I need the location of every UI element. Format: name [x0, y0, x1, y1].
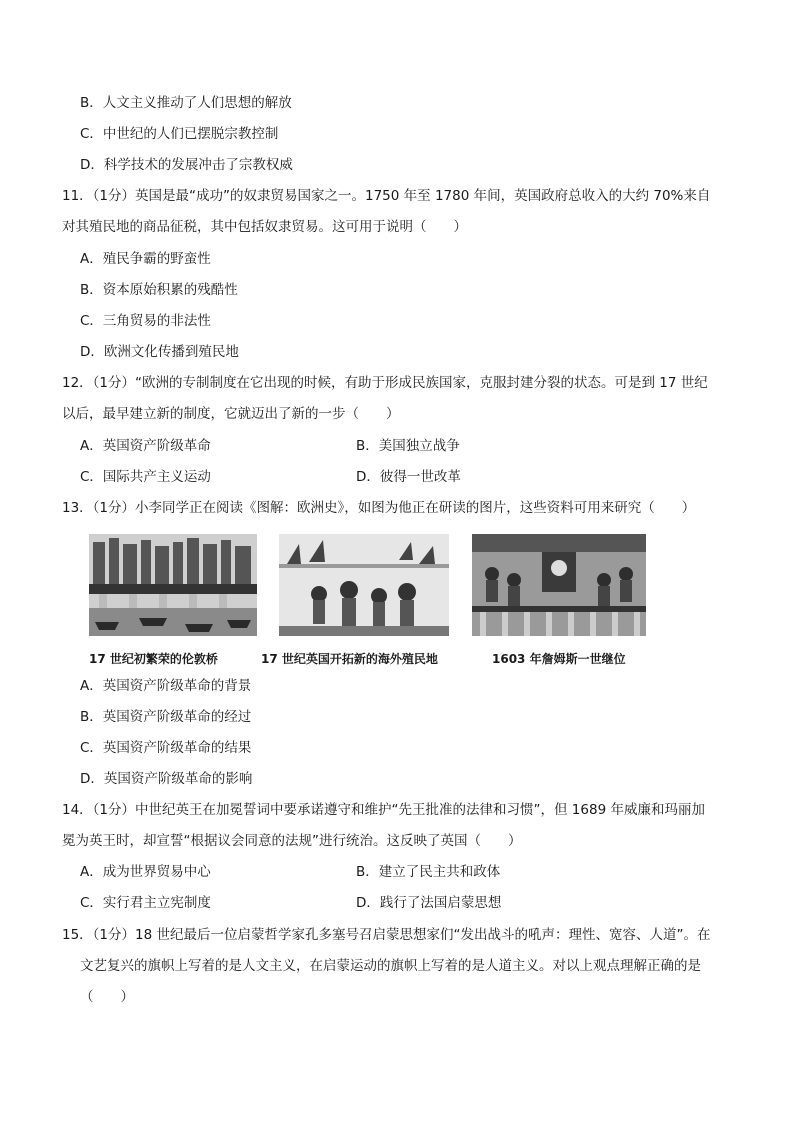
q11-option-b: B．资本原始积累的残酷性: [80, 282, 238, 298]
q12-option-d: D．彼得一世改革: [356, 469, 461, 485]
q14-option-d: D．践行了法国启蒙思想: [356, 895, 502, 911]
q15-stem-line3: （ ）: [80, 989, 134, 1005]
colonies-image: [279, 534, 449, 636]
q11-option-d: D．欧洲文化传播到殖民地: [80, 344, 239, 360]
caption-colonies: 17 世纪英国开拓新的海外殖民地: [261, 652, 438, 666]
q12-option-b: B．美国独立战争: [356, 438, 460, 454]
q13-option-b: B．英国资产阶级革命的经过: [80, 709, 252, 725]
q14-option-a: A．成为世界贸易中心: [80, 864, 211, 880]
q10-option-c: C．中世纪的人们已摆脱宗教控制: [80, 126, 279, 142]
q15-stem-line1: 15．（1分）18 世纪最后一位启蒙哲学家孔多塞号召启蒙思想家们“发出战斗的吼声：理性、宽容、人道”。在: [62, 927, 711, 943]
q14-option-b: B．建立了民主共和政体: [356, 864, 501, 880]
q13-stem-line1: 13．（1分）小李同学正在阅读《图解：欧洲史》，如图为他正在研读的图片，这些资料可用来研究（ ）: [62, 500, 696, 516]
q10-option-b: B．人文主义推动了人们思想的解放: [80, 95, 292, 111]
london-bridge-image: [89, 534, 257, 636]
q10-option-d: D．科学技术的发展冲击了宗教权威: [80, 157, 293, 173]
q15-stem-line2: 文艺复兴的旗帜上写着的是人文主义，在启蒙运动的旗帜上写着的是人道主义。对以上观点理解正确的是: [80, 958, 701, 974]
q11-option-c: C．三角贸易的非法性: [80, 313, 211, 329]
q12-option-a: A．英国资产阶级革命: [80, 438, 211, 454]
caption-london-bridge: 17 世纪初繁荣的伦敦桥: [89, 652, 218, 666]
james-i-coronation-image: [472, 534, 646, 636]
caption-james-i: 1603 年詹姆斯一世继位: [492, 652, 626, 666]
q12-stem-line1: 12．（1分）“欧洲的专制制度在它出现的时候，有助于形成民族国家，克服封建分裂的状态。可是到 17 世纪: [62, 375, 708, 391]
q14-stem-line1: 14．（1分）中世纪英王在加冕誓词中要承诺遵守和维护“先王批准的法律和习惯”，但 1689 年威廉和玛丽加: [62, 802, 705, 818]
q13-option-c: C．英国资产阶级革命的结果: [80, 740, 252, 756]
q12-option-c: C．国际共产主义运动: [80, 469, 211, 485]
q14-option-c: C．实行君主立宪制度: [80, 895, 211, 911]
q12-stem-line2: 以后，最早建立新的制度，它就迈出了新的一步（ ）: [62, 406, 400, 422]
q13-option-a: A．英国资产阶级革命的背景: [80, 678, 252, 694]
q11-stem-line1: 11．（1分）英国是最“成功”的奴隶贸易国家之一。1750 年至 1780 年间，英国政府总收入的大约 70%来自: [62, 188, 711, 204]
q11-stem-line2: 对其殖民地的商品征税，其中包括奴隶贸易。这可用于说明（ ）: [62, 219, 467, 235]
q13-option-d: D．英国资产阶级革命的影响: [80, 771, 253, 787]
q14-stem-line2: 冕为英王时，却宣誓“根据议会同意的法规”进行统治。这反映了英国（ ）: [62, 833, 522, 849]
q11-option-a: A．殖民争霸的野蛮性: [80, 251, 211, 267]
